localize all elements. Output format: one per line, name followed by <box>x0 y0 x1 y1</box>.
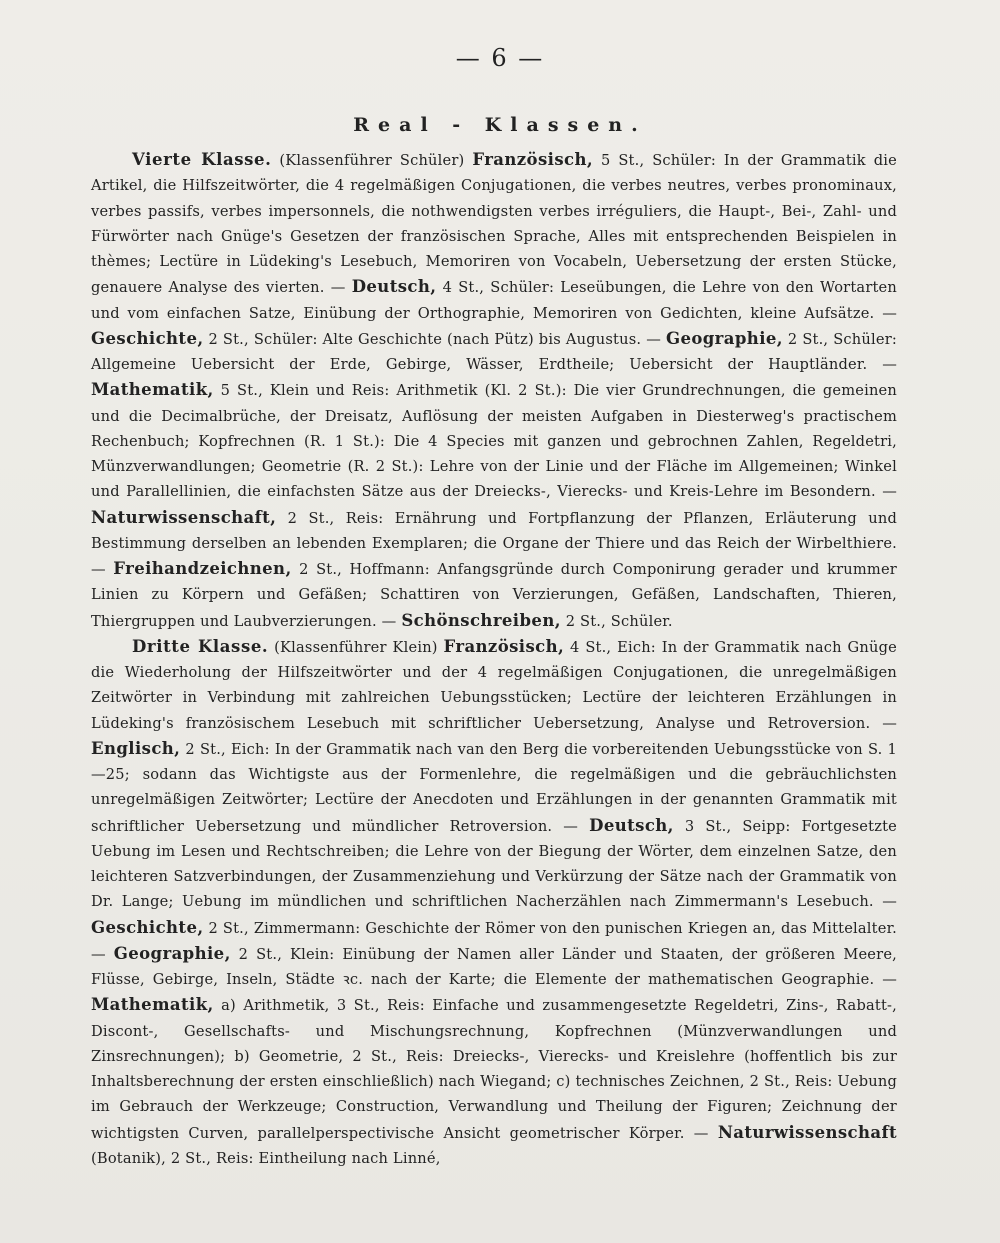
text-segment: 2 St., Eich: In der Grammatik nach van den Berg die vorbereitenden Uebungsstücke von S. 1—25; sodann das Wichtigste aus der Formenlehre, die regelmäßigen und die gebräuchlichsten unregelmäßigen Zeitwörter; Lectüre der Anecdoten und Erzählungen in der genannten Grammatik mit schriftlicher Uebersetzung und mündlicher Retroversion. — <box>91 740 898 835</box>
text-segment: (Klassenführer Schüler) <box>279 152 473 169</box>
subject-name: Französisch, <box>472 150 593 169</box>
body-text <box>91 147 897 1171</box>
paragraph-vierte-klasse <box>91 147 897 634</box>
text-segment: 4 St., Eich: In der Grammatik nach Gnüge die Wiederholung der Hilfszeitwörter und der 4 regelmäßigen Conjugationen, die unregelmäßigen Zeitwörter in Verbindung mit zahlreichen Uebungsstücken; Lectüre der leichteren Erzählungen in Lüdeking's französischem Lesebuch mit schriftlicher Uebersetzung, Analyse und Retroversion. — <box>91 638 897 732</box>
subject-name: Französisch, <box>443 636 565 656</box>
subject-name: Geographie, <box>665 328 783 348</box>
text-segment: 4 St., Schüler: Leseübungen, die Lehre von den Wortarten und vom einfachen Satze, Einübung der Orthographie, Memoriren von Gedichten, kleine Aufsätze. — <box>91 279 897 322</box>
subject-name: Mathematik, <box>91 995 214 1015</box>
subject-name: Mathematik, <box>91 380 214 400</box>
text-segment: 2 St., Schüler: Allgemeine Uebersicht der Erde, Gebirge, Wässer, Erdtheile; Uebersicht der Hauptländer. — <box>91 330 898 373</box>
text-segment: 5 St., Schüler: In der Grammatik die Artikel, die Hilfszeitwörter, die 4 regelmäßigen Conjugationen, die verbes neutres, verbes pronominaux, verbes passifs, verbes impersonnels, die nothwendigsten verbes irréguliers, die Haupt-, Bei-, Zahl- und Fürwörter nach Gnüge's Gesetzen der französischen Sprache, Alles mit entsprechenden Beispielen in thèmes; Lectüre in Lüdeking's Lesebuch, Memoriren von Vocabeln, Uebersetzung der ersten Stücke, genauere Analyse des vierten. — <box>91 152 897 297</box>
page-number: — 6 — <box>455 44 545 72</box>
paragraph-content <box>91 152 897 630</box>
text-segment: 2 St., Schüler: Alte Geschichte (nach Pütz) bis Augustus. — <box>208 330 666 348</box>
subject-name: Geschichte, <box>91 328 204 348</box>
text-segment: 2 St., Klein: Einübung der Namen aller Länder und Staaten, der größeren Meere, Flüsse, Gebirge, Inseln, Städte ꝛc. nach der Karte; die Elemente der mathematischen Geographie. — <box>91 945 897 988</box>
subject-name: Deutsch, <box>351 277 437 297</box>
subject-name: Naturwissenschaft, <box>91 507 277 527</box>
text-segment: 3 St., Seipp: Fortgesetzte Uebung im Lesen und Rechtschreiben; die Lehre von der Biegung der Wörter, dem einzelnen Satze, den leichteren Satzverbindungen, der Zusammenziehung und Verkürzung der Sätze nach der Grammatik von Dr. Lange; Uebung im mündlichen und schriftlichen Nacherzählen nach Zimmermann's Lesebuch. — <box>91 817 897 911</box>
subject-name: Deutsch, <box>589 815 674 835</box>
subject-name: Naturwissenschaft <box>717 1122 897 1142</box>
paragraph-dritte-klasse <box>91 634 897 1171</box>
text-segment: (Klassenführer Klein) <box>274 638 444 656</box>
paragraph-content <box>91 636 898 1167</box>
class-title: Vierte Klasse. <box>132 150 272 169</box>
subject-name: Geographie, <box>113 943 231 963</box>
text-segment: 2 St., Reis: Ernährung und Fortpflanzung der Pflanzen, Erläuterung und Bestimmung derselben an lebenden Exemplaren; die Organe der Thiere und das Reich der Wirbelthiere. — <box>91 509 897 578</box>
text-segment: 2 St., Hoffmann: Anfangsgründe durch Componirung gerader und krummer Linien zu Körpern und Gefäßen; Schattiren von Verzierungen, Gefäßen, Landschaften, Thieren, Thiergruppen und Laubverzierungen. — <box>91 561 897 630</box>
class-title: Dritte Klasse. <box>132 636 269 656</box>
text-segment: 2 St., Schüler. <box>565 612 673 630</box>
subject-name: Freihandzeichnen, <box>113 559 292 578</box>
text-segment: (Botanik), 2 St., Reis: Eintheilung nach Linné, <box>91 1149 441 1167</box>
section-heading: Real - Klassen. <box>353 114 647 136</box>
subject-name: Schönschreiben, <box>401 610 561 630</box>
subject-name: Englisch, <box>91 738 181 758</box>
text-segment: 5 St., Klein und Reis: Arithmetik (Kl. 2 St.): Die vier Grundrechnungen, die gemeinen und die Decimalbrüche, der Dreisatz, Auflösung der meisten Aufgaben in Diesterweg's practischem Rechenbuch; Kopfrechnen (R. 1 St.): Die 4 Species mit ganzen und gebrochnen Zahlen, Regeldetri, Münzverwandlungen; Geometrie (R. 2 St.): Lehre von der Linie und der Fläche im Allgemeinen; Winkel und Parallellinien, die einfachsten Sätze aus der Dreiecks-, Vierecks- und Kreis-Lehre im Besondern. — <box>91 382 897 501</box>
subject-name: Geschichte, <box>91 917 204 937</box>
text-segment: a) Arithmetik, 3 St., Reis: Einfache und zusammengesetzte Regeldetri, Zins-, Rabatt-, Discont-, Gesellschafts- und Mischungsrechnung, Kopfrechnen (Münzverwandlungen und Zinsrechnungen); b) Geometrie, 2 St., Reis: Dreiecks-, Vierecks- und Kreislehre (hoffentlich bis zur Inhaltsberechnung der ersten einschließlich) nach Wiegand; c) technisches Zeichnen, 2 St., Reis: Uebung im Gebrauch der Werkzeuge; Construction, Verwandlung und Theilung der Figuren; Zeichnung der wichtigsten Curven, parallelperspectivische Ansicht geometrischer Körper. — <box>91 997 897 1142</box>
text-segment: 2 St., Zimmermann: Geschichte der Römer von den punischen Kriegen an, das Mittelalter. — <box>91 919 897 963</box>
